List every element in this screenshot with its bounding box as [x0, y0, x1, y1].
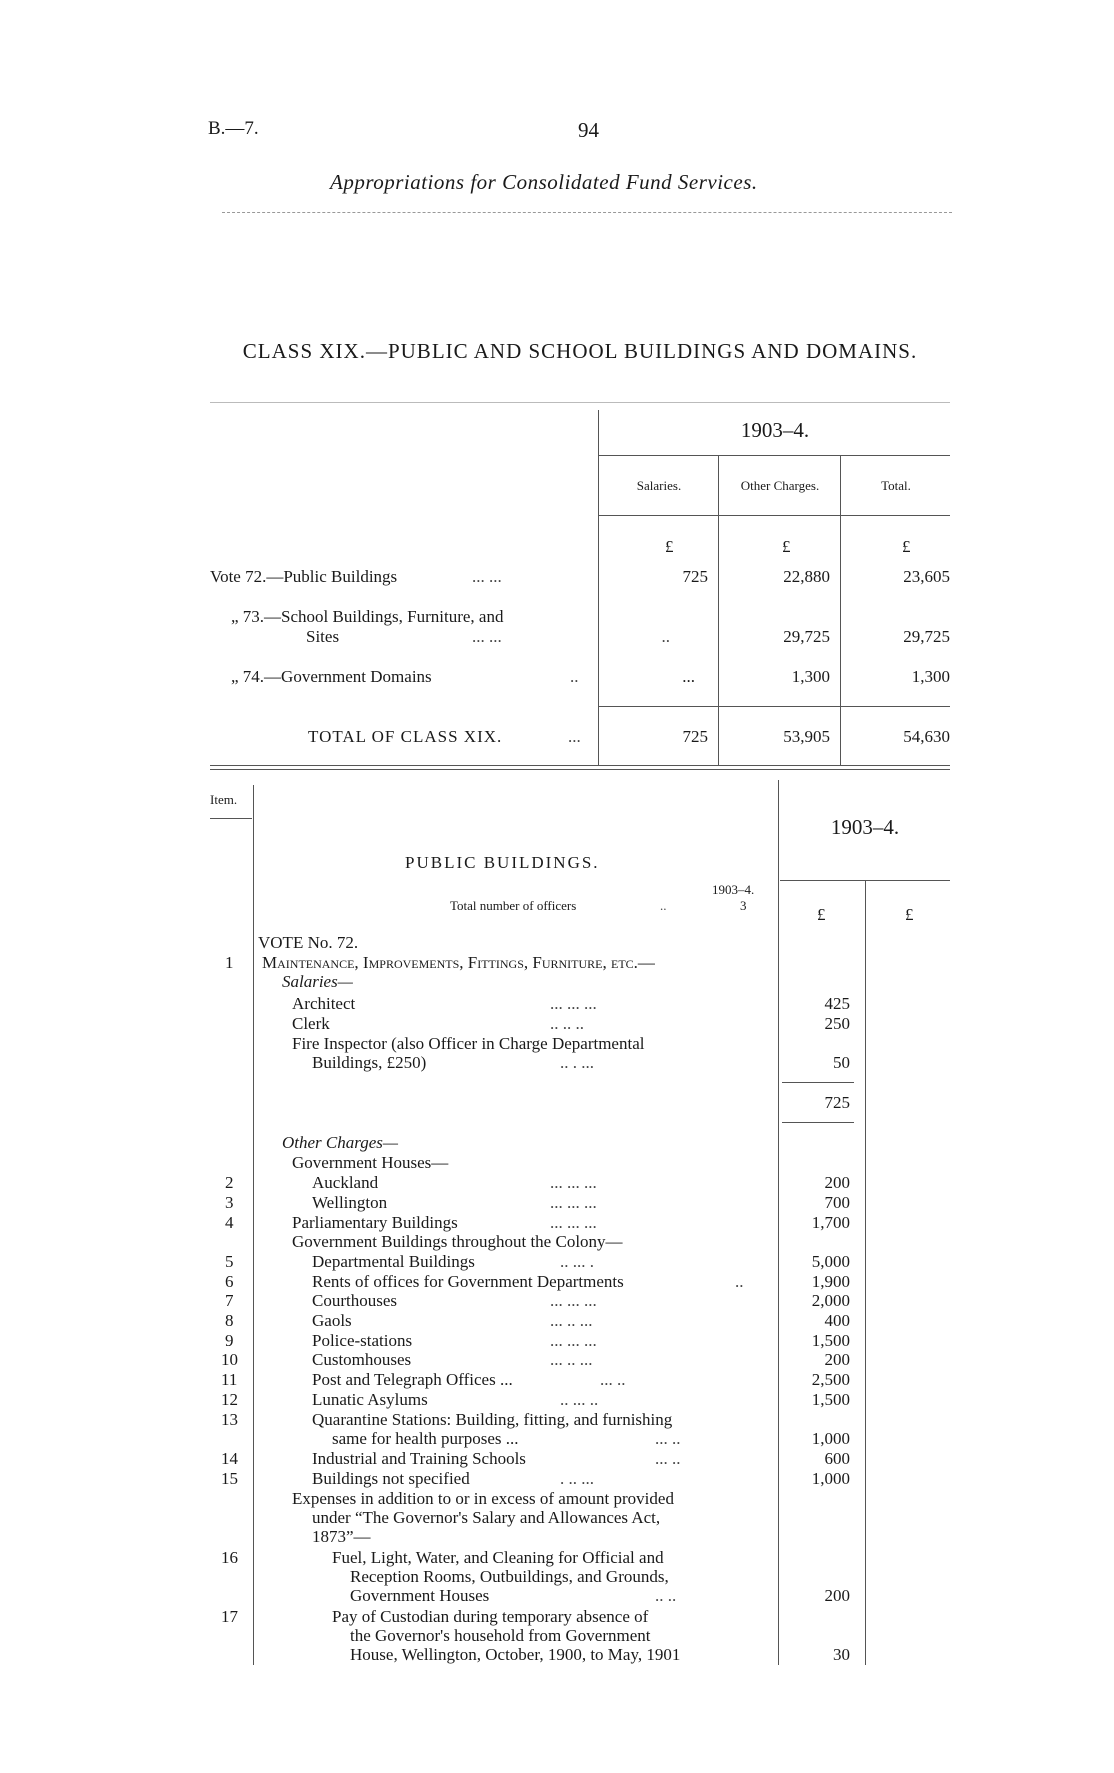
line-amount: 1,500: [811, 1390, 850, 1409]
item-number: 11: [221, 1370, 238, 1389]
line-label: Gaols: [312, 1311, 352, 1330]
officers-count: 3: [740, 898, 747, 913]
officers-label: Total number of officers: [450, 898, 577, 913]
salaries-label: Salaries—: [282, 972, 353, 991]
line-amount: 250: [824, 1014, 850, 1033]
leader-dots: ... ... ...: [550, 1193, 597, 1212]
summary-other-charges: 22,880: [783, 567, 830, 586]
leader-dots: ... .. ...: [550, 1311, 593, 1330]
group-label: Government Houses—: [292, 1153, 449, 1172]
vote-heading: Maintenance, Improvements, Fittings, Furniture, etc.—: [262, 953, 655, 972]
line-amount: 1,500: [811, 1331, 850, 1350]
item-number: 9: [225, 1331, 234, 1350]
line-label: Architect: [292, 994, 356, 1013]
summary-row-label: „ 74.—Government Domains: [231, 667, 432, 686]
line-label: Clerk: [292, 1014, 330, 1033]
leader-dots: .. ... ..: [560, 1390, 599, 1409]
leader-dots: . .. ...: [560, 1469, 594, 1488]
section-title: PUBLIC BUILDINGS.: [405, 853, 600, 872]
item-number: 6: [225, 1272, 234, 1291]
line-amount: 600: [824, 1449, 850, 1468]
line-label: Customhouses: [312, 1350, 412, 1369]
line-label: Buildings not specified: [312, 1469, 470, 1488]
line-label: Rents of offices for Government Departments: [312, 1272, 624, 1291]
leader-dots: ... ... ...: [550, 1173, 597, 1192]
col-header-total: Total.: [881, 478, 911, 493]
line-label: Post and Telegraph Offices ...: [312, 1370, 513, 1389]
leader-dots: ...: [568, 727, 581, 746]
summary-row-label-cont: Sites: [306, 627, 340, 646]
line-amount: 1,700: [811, 1213, 850, 1232]
salaries-subtotal: 725: [824, 1093, 850, 1112]
line-label: Lunatic Asylums: [312, 1390, 428, 1409]
col-header-salaries: Salaries.: [636, 478, 682, 493]
line-label: Police-stations: [312, 1331, 413, 1350]
line-label-cont: House, Wellington, October, 1900, to May, 1901: [350, 1645, 681, 1664]
leader-dots: ... ..: [655, 1429, 681, 1448]
leader-dots: ..: [660, 898, 667, 913]
item-number: 15: [221, 1469, 238, 1488]
leader-dots: ... ..: [655, 1449, 681, 1468]
currency-symbol: £: [902, 537, 911, 556]
leader-dots: ... .. ...: [550, 1350, 593, 1369]
currency-symbol: £: [817, 905, 826, 924]
item-number: 12: [221, 1390, 238, 1409]
line-label: Industrial and Training Schools: [312, 1449, 526, 1468]
currency-symbol: £: [905, 905, 914, 924]
line-amount: 2,000: [811, 1291, 850, 1310]
expenses-line: Expenses in addition to or in excess of amount provided: [292, 1489, 674, 1508]
line-amount: 200: [824, 1173, 850, 1192]
summary-total: 1,300: [911, 667, 950, 686]
line-label: Quarantine Stations: Building, fitting, and furnishing: [312, 1410, 673, 1429]
item-number: 1: [225, 953, 234, 972]
line-label-cont: Buildings, £250): [312, 1053, 427, 1072]
currency-symbol: £: [665, 537, 674, 556]
page-reference: B.—7.: [208, 118, 259, 139]
expenses-line: under “The Governor's Salary and Allowances Act,: [312, 1508, 661, 1527]
line-label: Auckland: [312, 1173, 379, 1192]
item-number: 3: [225, 1193, 234, 1212]
item-header: Item.: [210, 792, 238, 807]
item-number: 10: [221, 1350, 238, 1369]
line-amount: 5,000: [811, 1252, 850, 1271]
summary-total: 29,725: [903, 627, 950, 646]
group-label: Government Buildings throughout the Colony—: [292, 1232, 623, 1251]
leader-dots: .. . ...: [560, 1053, 594, 1072]
vote-number: VOTE No. 72.: [258, 933, 359, 952]
leader-dots: ..: [735, 1272, 744, 1291]
line-amount: 1,000: [811, 1469, 850, 1488]
currency-symbol: £: [782, 537, 791, 556]
other-charges-label: Other Charges—: [282, 1133, 399, 1152]
line-label: Parliamentary Buildings: [292, 1213, 458, 1232]
line-label-cont: Government Houses: [350, 1586, 490, 1605]
item-number: 5: [225, 1252, 234, 1271]
line-amount: 1,000: [811, 1429, 850, 1448]
page-subtitle: Appropriations for Consolidated Fund Services.: [330, 170, 758, 194]
leader-dots: ... ... ...: [550, 1291, 597, 1310]
page-number: 94: [578, 118, 599, 142]
line-amount: 200: [824, 1350, 850, 1369]
line-amount: 30: [833, 1645, 850, 1664]
item-number: 14: [221, 1449, 238, 1468]
leader-dots: ... ..: [600, 1370, 626, 1389]
item-number: 16: [221, 1548, 238, 1567]
item-number: 8: [225, 1311, 234, 1330]
leader-dots: .. .. ..: [550, 1014, 584, 1033]
summary-row-label: „ 73.—School Buildings, Furniture, and: [231, 607, 504, 626]
item-number: 4: [225, 1213, 234, 1232]
summary-total-grand: 54,630: [903, 727, 950, 746]
line-label: Fire Inspector (also Officer in Charge Departmental: [292, 1034, 645, 1053]
summary-total-other: 53,905: [783, 727, 830, 746]
line-amount: 700: [824, 1193, 850, 1212]
summary-total-salaries: 725: [682, 727, 708, 746]
line-amount: 425: [824, 994, 850, 1013]
summary-other-charges: 1,300: [791, 667, 830, 686]
line-label-cont: the Governor's household from Government: [350, 1626, 651, 1645]
line-amount: 200: [824, 1586, 850, 1605]
item-number: 7: [225, 1291, 234, 1310]
title-divider: [210, 402, 950, 403]
leader-dots: ... ...: [472, 567, 502, 586]
line-amount: 2,500: [811, 1370, 850, 1389]
line-amount: 1,900: [811, 1272, 850, 1291]
summary-row-label: Vote 72.—Public Buildings: [210, 567, 398, 586]
header-divider: [222, 212, 952, 213]
summary-year: 1903–4.: [740, 418, 810, 442]
line-amount: 50: [833, 1053, 850, 1072]
line-label: Courthouses: [312, 1291, 397, 1310]
officers-year: 1903–4.: [712, 882, 755, 897]
leader-dots: ... ...: [472, 627, 502, 646]
leader-dots: ... ... ...: [550, 994, 597, 1013]
leader-dots: ... ... ...: [550, 1213, 597, 1232]
summary-salaries: 725: [682, 567, 708, 586]
class-title: CLASS XIX.—PUBLIC AND SCHOOL BUILDINGS AND DOMAINS.: [242, 339, 918, 363]
line-label-cont: same for health purposes ...: [332, 1429, 519, 1448]
line-label: Departmental Buildings: [312, 1252, 475, 1271]
item-number: 13: [221, 1410, 238, 1429]
line-label: Wellington: [312, 1193, 388, 1212]
summary-total: 23,605: [903, 567, 950, 586]
leader-dots: ..: [570, 667, 579, 686]
item-number: 2: [225, 1173, 234, 1192]
summary-salaries: ..: [661, 627, 670, 646]
summary-other-charges: 29,725: [783, 627, 830, 646]
summary-total-label: TOTAL OF CLASS XIX.: [308, 727, 503, 746]
expenses-line: 1873”—: [312, 1527, 371, 1546]
leader-dots: .. ..: [655, 1586, 677, 1605]
line-label: Pay of Custodian during temporary absence of: [332, 1607, 649, 1626]
line-label-cont: Reception Rooms, Outbuildings, and Grounds,: [350, 1567, 669, 1586]
line-amount: 400: [824, 1311, 850, 1330]
item-number: 17: [221, 1607, 238, 1626]
col-header-other-charges: Other Charges.: [740, 478, 820, 493]
leader-dots: .. ... .: [560, 1252, 594, 1271]
line-label: Fuel, Light, Water, and Cleaning for Official and: [332, 1548, 664, 1567]
detail-year: 1903–4.: [830, 815, 900, 839]
summary-salaries: ...: [682, 667, 695, 686]
leader-dots: ... ... ...: [550, 1331, 597, 1350]
